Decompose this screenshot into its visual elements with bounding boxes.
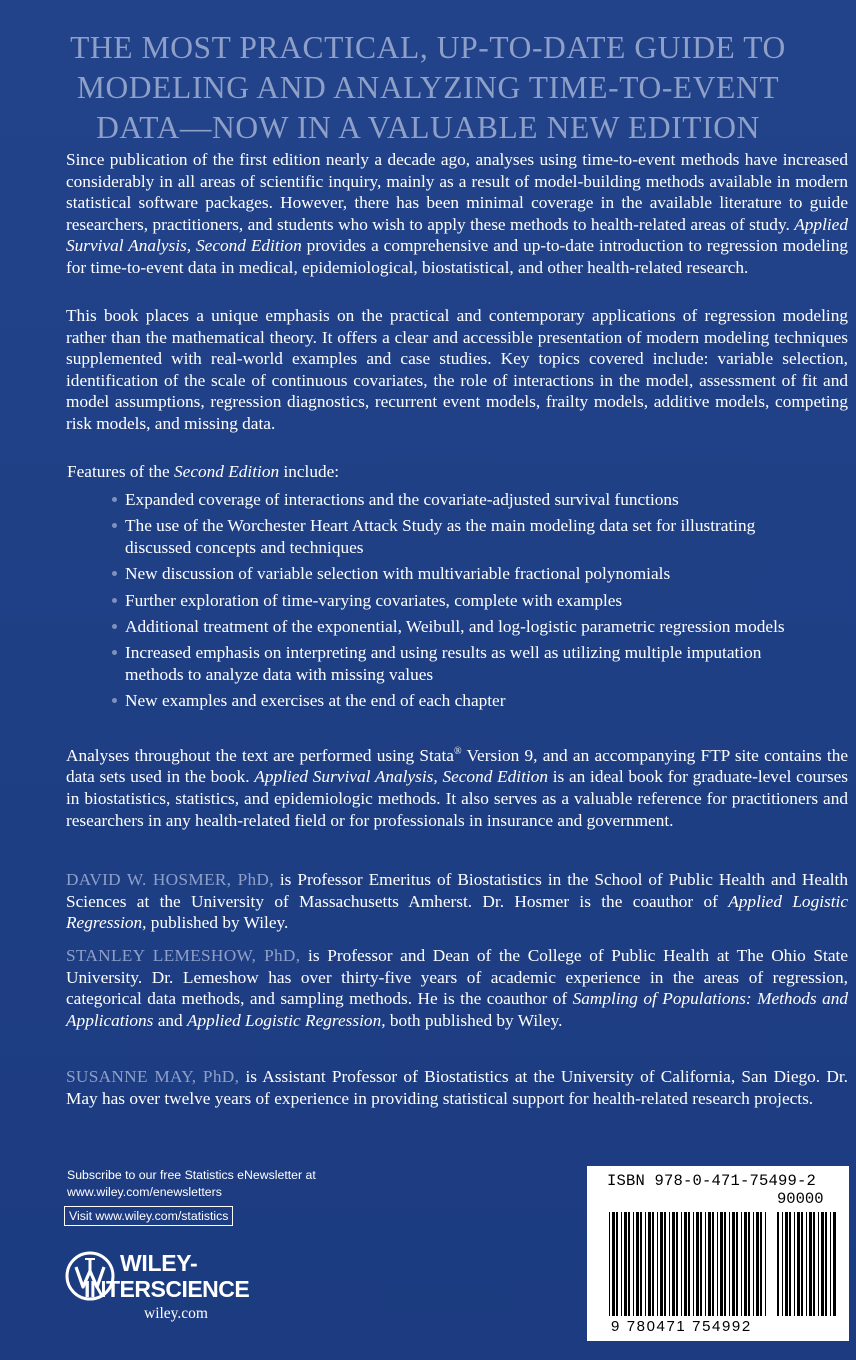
barcode-bar	[724, 1212, 726, 1316]
headline-line-2: MODELING AND ANALYZING TIME-TO-EVENT	[76, 70, 780, 105]
feature-item	[112, 515, 812, 558]
barcode-bar	[765, 1212, 766, 1316]
author-bio-may	[66, 1066, 848, 1109]
feature-item	[112, 690, 812, 711]
barcode-bar	[760, 1212, 762, 1316]
barcode-bar	[809, 1212, 812, 1316]
barcode-bar	[645, 1212, 646, 1316]
barcode-bar	[652, 1212, 654, 1316]
barcode-bar	[640, 1212, 642, 1316]
features-heading-a: Features of the	[67, 462, 175, 481]
author-name: DAVID W. HOSMER, PhD,	[66, 870, 274, 889]
book-title-ref: Sampling of Populations: Methods and Applications	[66, 989, 848, 1030]
features-list	[112, 489, 812, 717]
barcode-bar	[732, 1212, 735, 1316]
barcode-bar	[700, 1212, 702, 1316]
author-bio-text: and	[153, 1010, 187, 1030]
barcode-bar	[696, 1212, 699, 1316]
headline-line-3: DATA—NOW IN A VALUABLE NEW EDITION	[96, 110, 760, 145]
barcode-bar	[821, 1212, 824, 1316]
features-heading-b: include:	[279, 462, 340, 481]
barcode-bar	[753, 1212, 754, 1316]
feature-text: Additional treatment of the exponential, Weibull, and log-logistic parametric regression models	[125, 617, 785, 637]
barcode-bar	[636, 1212, 639, 1316]
bullet-icon	[112, 571, 117, 576]
bullet-icon	[112, 523, 117, 528]
feature-text: New discussion of variable selection with multivariable fractional polynomials	[125, 564, 671, 584]
barcode-bar	[612, 1212, 615, 1316]
publisher-logo	[64, 1244, 324, 1330]
intro-paragraph-1	[66, 149, 848, 279]
barcode-bar	[794, 1212, 795, 1316]
book-title-ref: Applied Survival Analysis, Second Edition	[66, 214, 848, 256]
barcode-bar	[684, 1212, 687, 1316]
barcode-bar	[672, 1212, 675, 1316]
feature-item	[112, 489, 812, 510]
newsletter-url: www.wiley.com/enewsletters	[67, 1185, 222, 1199]
newsletter-notice	[67, 1167, 316, 1201]
feature-text: Increased emphasis on interpreting and using results as well as utilizing multiple imputation methods to analyze data with missing values	[125, 643, 762, 684]
feature-item	[112, 590, 812, 611]
interscience-wordmark: INTERSCIENCE	[84, 1276, 250, 1302]
author-bio-text: both published by Wiley.	[385, 1010, 563, 1030]
barcode-bar	[744, 1212, 747, 1316]
newsletter-text: Subscribe to our free Statistics eNewsletter at	[67, 1168, 316, 1182]
closing-paragraph	[66, 741, 848, 831]
book-title-ref: Applied Survival Analysis, Second Edition	[254, 767, 548, 787]
barcode-bar	[676, 1212, 678, 1316]
bullet-icon	[112, 624, 117, 629]
barcode-bar	[633, 1212, 634, 1316]
author-name: SUSANNE MAY, PhD,	[66, 1067, 240, 1086]
visit-url-box: Visit www.wiley.com/statistics	[64, 1206, 233, 1226]
intro-text-b: provides a comprehensive and up-to-date introduction to regression modeling for time-to-event data in medical, epidemiological, biostatistical, and other health-related research.	[66, 236, 849, 277]
author-bio-hosmer	[66, 869, 848, 934]
book-title-ref: Applied Logistic Regression	[66, 891, 849, 933]
book-title-ref: Applied Logistic Regression,	[186, 1010, 386, 1030]
author-bio-lemeshow	[66, 945, 848, 1031]
publisher-url: wiley.com	[144, 1305, 208, 1322]
headline-line-1: THE MOST PRACTICAL, UP-TO-DATE GUIDE TO	[70, 30, 786, 65]
feature-item	[112, 616, 812, 637]
intro-text-a: Since publication of the first edition nearly a decade ago, analyses using time-to-event methods have increased considerably in all areas of scientific inquiry, mainly as a result of model-building methods available in modern statistical software packages. However, there has been minimal coverage in the available literature to guide researchers, practitioners, and students who wish to apply these methods to health-related areas of study.	[66, 150, 848, 234]
feature-text: New examples and exercises at the end of each chapter	[125, 691, 506, 711]
barcode-bar	[609, 1212, 610, 1316]
bullet-icon	[112, 598, 117, 603]
closing-text-c: is an ideal book for graduate-level courses in biostatistics, statistics, and epidemiologic methods. It also serves as a valuable reference for practitioners and researchers in any health-related field or for professionals in insurance and government.	[66, 767, 848, 830]
barcode-bar	[729, 1212, 730, 1316]
barcode-bar	[705, 1212, 706, 1316]
isbn-number: ISBN 978-0-471-75499-2	[607, 1172, 817, 1190]
barcode-bar	[664, 1212, 666, 1316]
author-name: STANLEY LEMESHOW, PhD,	[66, 946, 301, 965]
barcode-bar	[736, 1212, 738, 1316]
barcode-bar	[748, 1212, 750, 1316]
barcode-bar	[720, 1212, 723, 1316]
barcode-bar	[830, 1212, 831, 1316]
barcode-bar	[648, 1212, 651, 1316]
barcode-bar	[825, 1212, 827, 1316]
barcode-bar	[693, 1212, 694, 1316]
bullet-icon	[112, 497, 117, 502]
barcode-bar	[717, 1212, 718, 1316]
barcode-bar	[756, 1212, 759, 1316]
barcode-bar	[624, 1212, 627, 1316]
ean-number: 9 780471 754992	[611, 1318, 752, 1335]
barcode-bar	[621, 1212, 622, 1316]
author-bio-text: is Assistant Professor of Biostatistics at the University of California, San Diego. Dr. May has over twelve years of experience in providing statistical support for health-related research projects.	[66, 1067, 848, 1108]
wiley-wordmark: WILEY-	[120, 1250, 198, 1276]
feature-item	[112, 563, 812, 584]
bullet-icon	[112, 698, 117, 703]
barcode-bar	[616, 1212, 618, 1316]
author-bio-text: is Professor and Dean of the College of Public Health at The Ohio State University. Dr. Lemeshow has over thirty-five years of academic experience in the areas of regression, categorical data methods, and sampling methods. He is the coauthor of	[66, 946, 848, 1009]
headline	[30, 28, 826, 148]
barcode-icon	[587, 1166, 849, 1341]
registered-mark: ®	[453, 746, 462, 757]
barcode-bar	[789, 1212, 791, 1316]
feature-text: The use of the Worchester Heart Attack Study as the main modeling data set for illustrating discussed concepts and techniques	[125, 516, 756, 557]
author-bio-text: is Professor Emeritus of Biostatistics in the School of Public Health and Health Sciences at the University of Massachusetts Amherst. Dr. Hosmer is the coauthor of	[66, 870, 848, 911]
price-addon-code: 90000	[777, 1190, 824, 1208]
barcode-bar	[777, 1212, 779, 1316]
barcode-panel	[587, 1166, 849, 1341]
closing-text-a: Analyses throughout the text are performed using Stata	[66, 745, 454, 765]
intro-paragraph-2: This book places a unique emphasis on the practical and contemporary applications of regression modeling rather than the mathematical theory. It offers a clear and accessible presentation of modern modeling techniques supplemented with real-world examples and case studies. Key topics covered include: variable selection, identification of the scale of continuous covariates, the role of interactions in the model, assessment of fit and model assumptions, regression diagnostics, recurrent event models, frailty models, additive models, competing risk models, and missing data.	[66, 306, 848, 433]
feature-item	[112, 642, 812, 685]
barcode-bar	[681, 1212, 682, 1316]
closing-text-b: Version 9, and an accompanying FTP site contains the data sets used in the book.	[66, 745, 849, 787]
barcode-bar	[628, 1212, 630, 1316]
barcode-bar	[818, 1212, 819, 1316]
barcode-bar	[785, 1212, 788, 1316]
barcode-bar	[797, 1212, 800, 1316]
barcode-bar	[669, 1212, 670, 1316]
feature-text: Further exploration of time-varying covariates, complete with examples	[125, 590, 623, 610]
author-bio-text: , published by Wiley.	[142, 913, 289, 933]
barcode-bar	[688, 1212, 690, 1316]
barcode-bar	[806, 1212, 807, 1316]
barcode-bar	[741, 1212, 742, 1316]
barcode-bar	[782, 1212, 783, 1316]
barcode-bar	[813, 1212, 815, 1316]
bullet-icon	[112, 650, 117, 655]
barcode-bar	[833, 1212, 836, 1316]
barcode-bar	[712, 1212, 714, 1316]
barcode-bar	[660, 1212, 663, 1316]
barcode-bar	[801, 1212, 803, 1316]
barcode-bar	[708, 1212, 711, 1316]
features-heading-edition: Second Edition	[174, 462, 280, 481]
features-heading	[67, 461, 339, 483]
barcode-bar	[657, 1212, 658, 1316]
feature-text: Expanded coverage of interactions and the covariate-adjusted survival functions	[125, 490, 679, 509]
